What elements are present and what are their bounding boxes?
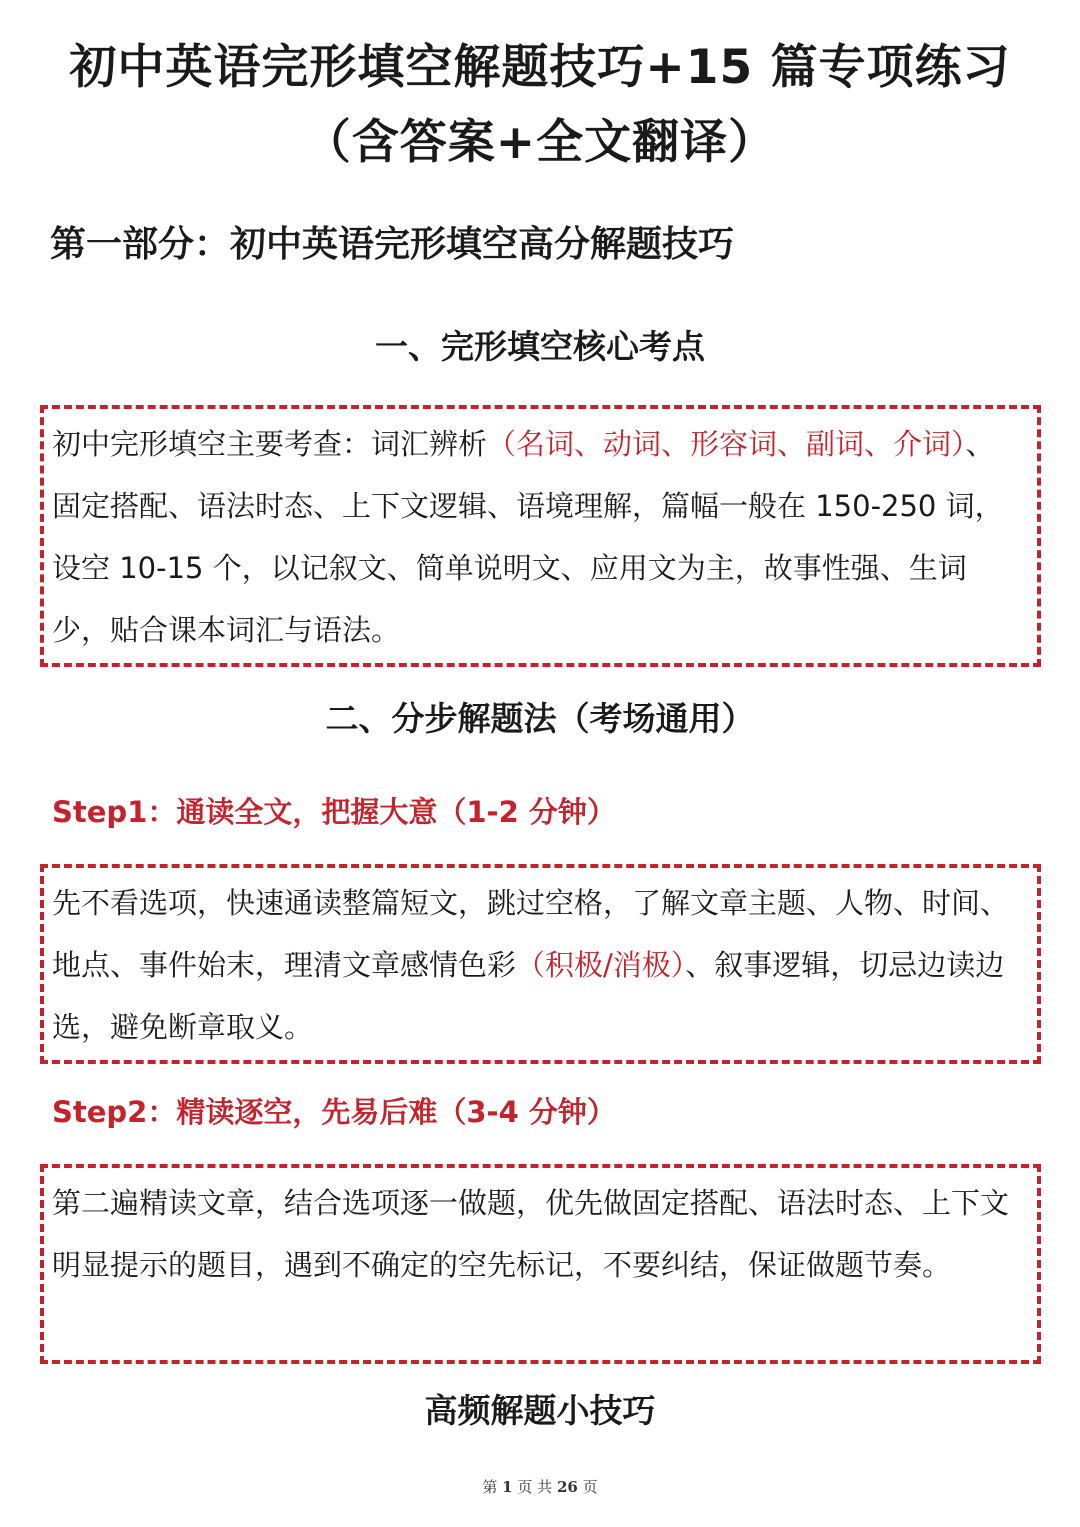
footer-prefix: 第 (482, 1478, 498, 1496)
footer-total-pages: 26 (556, 1478, 578, 1496)
document-title-line-1: 初中英语完形填空解题技巧+15 篇专项练习 (69, 40, 1011, 95)
footer-middle: 页 共 (517, 1478, 553, 1496)
step1-text-b: 、叙事逻辑，切忌边读边选，避免断章取义。 (52, 948, 1005, 1044)
step1-box (40, 864, 1041, 1064)
step1-highlight: （积极/消极） (516, 948, 686, 982)
core-exam-points-highlight: （名词、动词、形容词、副词、介词） (487, 427, 966, 461)
section-3-heading: 高频解题小技巧 (424, 1391, 656, 1430)
step2-box (40, 1164, 1041, 1364)
core-exam-points-box (40, 405, 1041, 667)
part-heading: 第一部分：初中英语完形填空高分解题技巧 (50, 224, 735, 265)
core-exam-points-text-a: 初中完形填空主要考查：词汇辨析 (52, 427, 488, 461)
core-exam-points-text-b: 、固定搭配、语法时态、上下文逻辑、语境理解，篇幅一般在 150-250 词，设空 10-15 个，以记叙文、简单说明文、应用文为主，故事性强、生词少，贴合课本词汇与语法。 (52, 427, 1004, 647)
section-1-heading: 一、完形填空核心考点 (375, 327, 705, 366)
page-footer (0, 1476, 1080, 1497)
step2-heading: Step2：精读逐空，先易后难（3-4 分钟） (52, 1095, 616, 1129)
footer-suffix: 页 (582, 1478, 598, 1496)
section-2-heading: 二、分步解题法（考场通用） (325, 699, 755, 738)
step2-text: 第二遍精读文章，结合选项逐一做题，优先做固定搭配、语法时态、上下文明显提示的题目，遇到不确定的空先标记，不要纠结，保证做题节奏。 (52, 1186, 1010, 1282)
footer-page-number: 1 (502, 1478, 513, 1496)
document-title-line-2: （含答案+全文翻译） (303, 115, 777, 170)
step1-text-a: 先不看选项，快速通读整篇短文，跳过空格，了解文章主题、人物、时间、地点、事件始末，理清文章感情色彩 (52, 886, 1010, 982)
step1-heading: Step1：通读全文，把握大意（1-2 分钟） (52, 795, 616, 829)
